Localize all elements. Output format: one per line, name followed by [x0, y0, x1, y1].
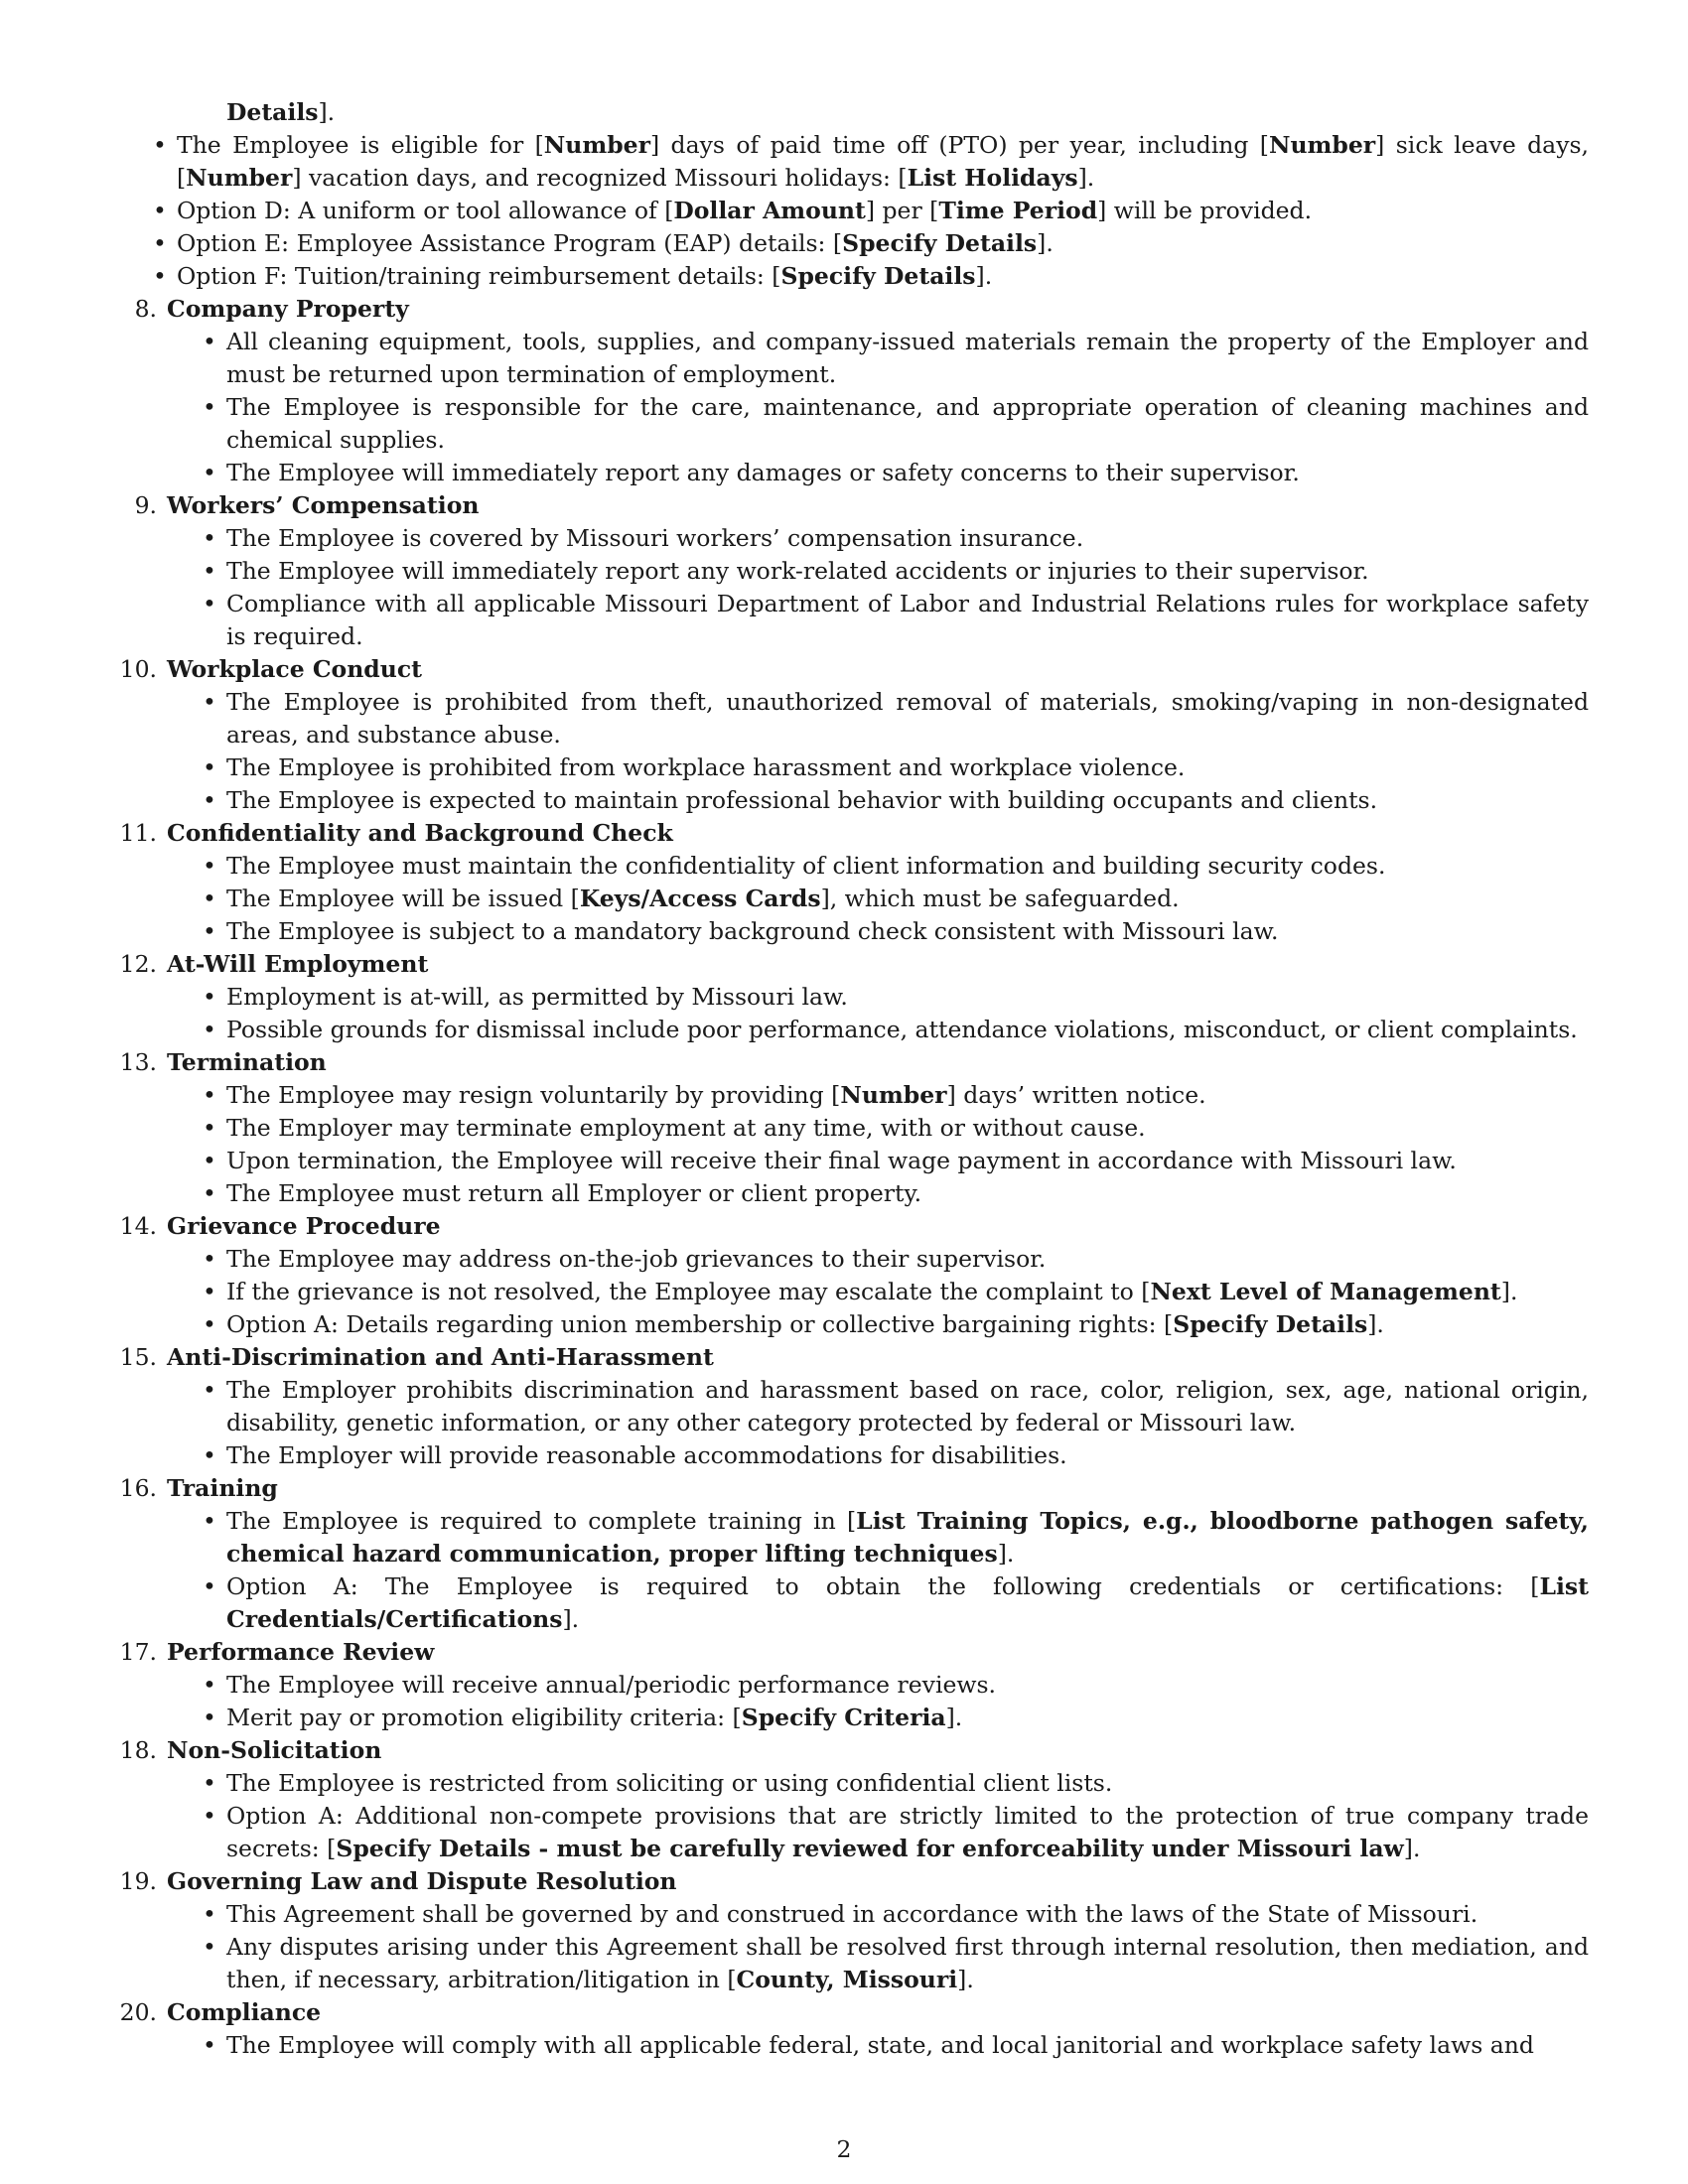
text-run: ].	[318, 98, 336, 126]
list-item	[203, 1570, 1589, 1636]
bullet-icon: •	[203, 786, 216, 814]
text-run: Option D: A uniform or tool allowance of [	[177, 197, 674, 224]
text-run: The Employee is expected to maintain professional behavior with building occupants and clients.	[226, 786, 1378, 814]
bullet-icon: •	[153, 131, 167, 159]
list-item	[203, 326, 1589, 391]
text-run: Option E: Employee Assistance Program (EAP) details: [	[177, 229, 843, 257]
section-heading	[119, 1636, 1589, 1669]
text-run: Upon termination, the Employee will receive their final wage payment in accordance with Missouri law.	[226, 1147, 1457, 1174]
placeholder-field: Specify Details	[842, 229, 1038, 257]
section-bullet-list	[167, 1898, 1589, 1996]
section-heading	[119, 1046, 1589, 1079]
section-heading	[119, 653, 1589, 686]
text-run: The Employee may resign voluntarily by providing [	[226, 1081, 841, 1109]
text-run: If the grievance is not resolved, the Employee may escalate the complaint to [	[226, 1278, 1151, 1305]
list-item	[203, 883, 1589, 915]
section-heading	[119, 1341, 1589, 1374]
bullet-icon: •	[203, 590, 216, 617]
section	[117, 489, 1589, 653]
text-run: ].	[945, 1704, 963, 1731]
placeholder-field: Time Period	[938, 197, 1098, 224]
section-bullet-list	[167, 1243, 1589, 1341]
section-number: 10.	[119, 655, 157, 683]
bullet-icon: •	[203, 1507, 216, 1535]
section-number: 20.	[119, 1998, 157, 2026]
section-heading	[119, 817, 1589, 850]
section-number: 16.	[119, 1474, 157, 1502]
text-run: ].	[1077, 164, 1095, 192]
list-item	[203, 1145, 1589, 1177]
list-item	[203, 1931, 1589, 1996]
section-title: Non-Solicitation	[167, 1736, 382, 1764]
list-item	[203, 391, 1589, 457]
text-run: The Employee is prohibited from theft, unauthorized removal of materials, smoking/vaping in non-designated areas, and substance abuse.	[226, 688, 1589, 749]
section-number: 11.	[119, 819, 157, 847]
text-run: The Employee is covered by Missouri workers’ compensation insurance.	[226, 524, 1084, 552]
bullet-icon: •	[203, 852, 216, 880]
section	[117, 1472, 1589, 1636]
text-run: Option A: Details regarding union membership or collective bargaining rights: [	[226, 1310, 1174, 1338]
list-item	[203, 1276, 1589, 1308]
text-run: ].	[1403, 1835, 1421, 1862]
section-bullet-list	[167, 1079, 1589, 1210]
bullet-icon: •	[203, 885, 216, 912]
placeholder-field: Number	[186, 164, 293, 192]
placeholder-field: Keys/Access Cards	[579, 885, 821, 912]
placeholder-field: List Training Topics, e.g., bloodborne pathogen safety, chemical hazard communication, proper lifting techniques	[226, 1507, 1589, 1568]
section	[117, 1865, 1589, 1996]
section-title: Termination	[167, 1048, 327, 1076]
bullet-icon: •	[203, 1802, 216, 1830]
text-run: ], which must be safeguarded.	[820, 885, 1180, 912]
section-title: Confidentiality and Background Check	[167, 819, 673, 847]
list-item	[203, 850, 1589, 883]
bullet-icon: •	[203, 1376, 216, 1404]
list-item	[203, 1177, 1589, 1210]
list-item	[203, 1505, 1589, 1570]
text-run: ] days of paid time off (PTO) per year, including [	[649, 131, 1269, 159]
bullet-icon: •	[203, 1310, 216, 1338]
placeholder-field: Specify Details	[1173, 1310, 1368, 1338]
bullet-icon: •	[203, 1671, 216, 1699]
list-item	[203, 915, 1589, 948]
section-heading	[119, 1996, 1589, 2029]
bullet-icon: •	[203, 1245, 216, 1273]
list-item	[203, 522, 1589, 555]
text-run: The Employee will immediately report any damages or safety concerns to their supervisor.	[226, 459, 1300, 486]
text-run: ].	[997, 1540, 1015, 1568]
section-bullet-list	[167, 850, 1589, 948]
section	[117, 653, 1589, 817]
bullet-icon: •	[153, 197, 167, 224]
bullet-icon: •	[203, 524, 216, 552]
text-run: Possible grounds for dismissal include poor performance, attendance violations, misconduct, or client complaints.	[226, 1016, 1578, 1043]
text-run: ].	[1367, 1310, 1384, 1338]
section-bullet-list	[167, 981, 1589, 1046]
bullet-icon: •	[203, 1114, 216, 1142]
bullet-icon: •	[203, 983, 216, 1011]
list-item	[203, 2029, 1589, 2062]
placeholder-field: Details	[226, 98, 319, 126]
text-run: Merit pay or promotion eligibility criteria: [	[226, 1704, 742, 1731]
text-run: The Employee is prohibited from workplace harassment and workplace violence.	[226, 753, 1186, 781]
bullet-icon: •	[203, 1704, 216, 1731]
bullet-icon: •	[203, 328, 216, 355]
page-number: 2	[836, 2135, 852, 2163]
section-bullet-list	[167, 522, 1589, 653]
placeholder-field: List Holidays	[907, 164, 1078, 192]
text-run: Option A: Additional non-compete provisions that are strictly limited to the protection of true company trade secrets: [	[226, 1802, 1589, 1862]
list-item	[203, 1439, 1589, 1472]
section-title: Compliance	[167, 1998, 322, 2026]
section-heading	[119, 1734, 1589, 1767]
list-item	[203, 1079, 1589, 1112]
text-run: The Employee is eligible for [	[177, 131, 544, 159]
bullet-icon: •	[203, 917, 216, 945]
section	[117, 1636, 1589, 1734]
text-run: The Employee will receive annual/periodic performance reviews.	[226, 1671, 997, 1699]
section-number: 13.	[119, 1048, 157, 1076]
bullet-icon: •	[203, 1441, 216, 1469]
section-number: 12.	[119, 950, 157, 978]
text-run: The Employee may address on-the-job grievances to their supervisor.	[226, 1245, 1047, 1273]
list-item	[203, 1014, 1589, 1046]
placeholder-field: Number	[1268, 131, 1376, 159]
list-item	[203, 1669, 1589, 1702]
section-title: Performance Review	[167, 1638, 435, 1666]
section-title: Anti-Discrimination and Anti-Harassment	[167, 1343, 714, 1371]
text-run: The Employee will immediately report any work-related accidents or injuries to their supervisor.	[226, 557, 1369, 585]
list-item	[203, 1800, 1589, 1865]
section-title: Workplace Conduct	[167, 655, 422, 683]
section-bullet-list	[167, 2029, 1589, 2062]
section	[117, 1341, 1589, 1472]
text-run: The Employee is restricted from soliciting or using confidential client lists.	[226, 1769, 1113, 1797]
bullet-icon: •	[203, 1900, 216, 1928]
section	[117, 1210, 1589, 1341]
section-heading	[134, 489, 1589, 522]
text-run: This Agreement shall be governed by and construed in accordance with the laws of the State of Missouri.	[226, 1900, 1478, 1928]
list-item	[153, 227, 1589, 260]
bullet-icon: •	[203, 2031, 216, 2059]
placeholder-field: Dollar Amount	[673, 197, 866, 224]
section-heading	[119, 1472, 1589, 1505]
bullet-icon: •	[203, 1147, 216, 1174]
list-item	[203, 784, 1589, 817]
list-item	[203, 981, 1589, 1014]
list-item	[203, 1767, 1589, 1800]
bullet-icon: •	[203, 1016, 216, 1043]
section-title: Company Property	[167, 295, 409, 323]
bullet-icon: •	[203, 1769, 216, 1797]
placeholder-field: Number	[543, 131, 650, 159]
text-run: ] per [	[865, 197, 939, 224]
text-run: ] sick leave days, [	[177, 131, 1590, 192]
list-item	[203, 457, 1589, 489]
bullet-icon: •	[203, 557, 216, 585]
section-number: 19.	[119, 1867, 157, 1895]
text-run: Compliance with all applicable Missouri Department of Labor and Industrial Relations rules for workplace safety is required.	[226, 590, 1589, 650]
bullet-icon: •	[203, 1081, 216, 1109]
text-run: ] will be provided.	[1097, 197, 1313, 224]
section	[117, 1996, 1589, 2062]
top-bullet-list	[117, 129, 1589, 293]
bullet-icon: •	[203, 688, 216, 716]
placeholder-field: County, Missouri	[736, 1966, 958, 1993]
section	[117, 1046, 1589, 1210]
text-run: Any disputes arising under this Agreement shall be resolved first through internal resolution, then mediation, and then, if necessary, arbitration/litigation in [	[226, 1933, 1589, 1993]
section-number: 14.	[119, 1212, 157, 1240]
placeholder-field: List Credentials/Certifications	[226, 1572, 1589, 1633]
text-run: ].	[975, 262, 993, 290]
list-item	[203, 1243, 1589, 1276]
section-heading	[119, 948, 1589, 981]
text-run: The Employer prohibits discrimination and harassment based on race, color, religion, sex, age, national origin, disability, genetic information, or any other category protected by federal or Missouri law.	[226, 1376, 1589, 1436]
section-bullet-list	[167, 686, 1589, 817]
placeholder-field: Number	[840, 1081, 947, 1109]
text-run: The Employer may terminate employment at any time, with or without cause.	[226, 1114, 1146, 1142]
section-title: Training	[167, 1474, 278, 1502]
bullet-icon: •	[203, 1278, 216, 1305]
section	[117, 948, 1589, 1046]
section-list	[117, 293, 1589, 2062]
section-title: Grievance Procedure	[167, 1212, 441, 1240]
text-run: The Employer will provide reasonable accommodations for disabilities.	[226, 1441, 1067, 1469]
text-run: All cleaning equipment, tools, supplies, and company-issued materials remain the property of the Employer and must be returned upon termination of employment.	[226, 328, 1589, 388]
section-number: 18.	[119, 1736, 157, 1764]
text-run: Option A: The Employee is required to obtain the following credentials or certifications: [	[226, 1572, 1540, 1600]
section	[117, 293, 1589, 489]
text-run: The Employee is responsible for the care, maintenance, and appropriate operation of cleaning machines and chemical supplies.	[226, 393, 1589, 454]
section-number: 15.	[119, 1343, 157, 1371]
section	[117, 817, 1589, 948]
section-bullet-list	[167, 326, 1589, 489]
list-item	[203, 1308, 1589, 1341]
text-run: The Employee will comply with all applicable federal, state, and local janitorial and workplace safety laws and	[226, 2031, 1534, 2059]
list-item	[153, 195, 1589, 227]
bullet-icon: •	[203, 1179, 216, 1207]
section-title: At-Will Employment	[167, 950, 429, 978]
section-heading	[134, 293, 1589, 326]
section-heading	[119, 1865, 1589, 1898]
list-item	[203, 751, 1589, 784]
bullet-icon: •	[203, 753, 216, 781]
section-number: 9.	[134, 491, 157, 519]
list-item	[203, 1702, 1589, 1734]
bullet-icon: •	[153, 229, 167, 257]
text-run: ].	[1037, 229, 1054, 257]
section-bullet-list	[167, 1767, 1589, 1865]
list-item	[203, 686, 1589, 751]
text-run: ] vacation days, and recognized Missouri holidays: [	[292, 164, 908, 192]
bullet-icon: •	[153, 262, 167, 290]
section-heading	[119, 1210, 1589, 1243]
placeholder-field: Next Level of Management	[1150, 1278, 1501, 1305]
text-run: ].	[562, 1605, 580, 1633]
text-run: Option F: Tuition/training reimbursement details: [	[177, 262, 781, 290]
section-bullet-list	[167, 1505, 1589, 1636]
placeholder-field: Specify Criteria	[741, 1704, 946, 1731]
section-title: Governing Law and Dispute Resolution	[167, 1867, 677, 1895]
text-run: ].	[957, 1966, 974, 1993]
text-run: The Employee must maintain the confidentiality of client information and building security codes.	[226, 852, 1386, 880]
placeholder-field: Specify Details - must be carefully reviewed for enforceability under Missouri law	[336, 1835, 1404, 1862]
list-item	[153, 260, 1589, 293]
list-item	[203, 588, 1589, 653]
section-number: 17.	[119, 1638, 157, 1666]
list-item	[203, 1112, 1589, 1145]
list-item	[203, 555, 1589, 588]
section-title: Workers’ Compensation	[167, 491, 480, 519]
list-item	[203, 1898, 1589, 1931]
text-run: Employment is at-will, as permitted by Missouri law.	[226, 983, 848, 1011]
bullet-icon: •	[203, 1572, 216, 1600]
text-run: The Employee will be issued [	[226, 885, 580, 912]
document-body	[117, 96, 1589, 2062]
text-run: The Employee is subject to a mandatory background check consistent with Missouri law.	[226, 917, 1279, 945]
section-bullet-list	[167, 1669, 1589, 1734]
text-run: The Employee is required to complete training in [	[226, 1507, 857, 1535]
bullet-icon: •	[203, 393, 216, 421]
text-run: ].	[1500, 1278, 1518, 1305]
section-number: 8.	[134, 295, 157, 323]
text-run: The Employee must return all Employer or client property.	[226, 1179, 922, 1207]
bullet-icon: •	[203, 459, 216, 486]
continuation-line	[226, 96, 1589, 129]
bullet-icon: •	[203, 1933, 216, 1961]
list-item	[203, 1374, 1589, 1439]
section-bullet-list	[167, 1374, 1589, 1472]
list-item	[153, 129, 1590, 195]
section	[117, 1734, 1589, 1865]
text-run: ] days’ written notice.	[946, 1081, 1206, 1109]
placeholder-field: Specify Details	[780, 262, 976, 290]
